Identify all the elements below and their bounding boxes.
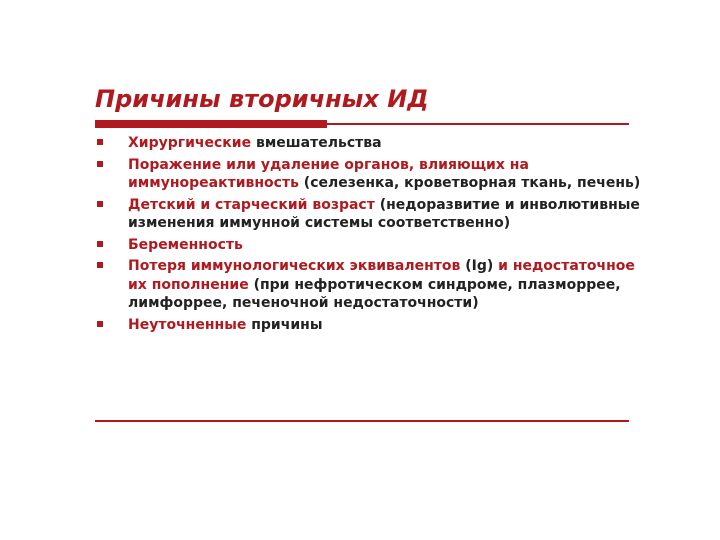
- square-bullet-icon: [97, 139, 103, 145]
- square-bullet-icon: [97, 161, 103, 167]
- bullet-highlight-text: Детский и старческий возраст: [128, 196, 375, 213]
- bullet-highlight-text: Потеря иммунологических эквивалентов: [128, 258, 461, 274]
- bottom-divider: [95, 420, 629, 422]
- title-underline-thick: [95, 120, 327, 128]
- bullet-list: [95, 134, 655, 337]
- bullet-item: [95, 236, 655, 255]
- square-bullet-icon: [97, 241, 103, 247]
- square-bullet-icon: [97, 321, 103, 327]
- bullet-highlight-text: Поражение или удаление органов, влияющих на иммунореактивность: [128, 156, 529, 191]
- bullet-item: [95, 134, 655, 153]
- bullet-text: (при нефротическом синдроме, плазморрее, лимфоррее, печеночной недостаточности): [128, 276, 621, 311]
- square-bullet-icon: [97, 262, 103, 268]
- bullet-item: [95, 196, 655, 233]
- square-bullet-icon: [97, 201, 103, 207]
- bullet-text: вмешательства: [251, 135, 382, 151]
- bullet-highlight-text: Хирургические: [128, 135, 252, 151]
- bullet-text: причины: [246, 316, 323, 333]
- title-underline-thin: [327, 123, 629, 125]
- title-underline: [95, 120, 629, 128]
- bullet-item: [95, 257, 655, 313]
- bullet-highlight-text: Беременность: [128, 236, 243, 253]
- slide-title: Причины вторичных ИД: [95, 85, 429, 113]
- bullet-highlight-text: и недостаточное их пополнение: [128, 258, 635, 293]
- bullet-text: (селезенка, кроветворная ткань, печень): [298, 175, 641, 191]
- bullet-highlight-text: Неуточненные: [128, 316, 247, 333]
- bullet-item: [95, 156, 655, 193]
- bullet-text: (недоразвитие и инволютивные изменения иммунной системы соответственно): [128, 196, 640, 231]
- bullet-item: [95, 316, 655, 335]
- bullet-text: (Ig): [460, 258, 499, 274]
